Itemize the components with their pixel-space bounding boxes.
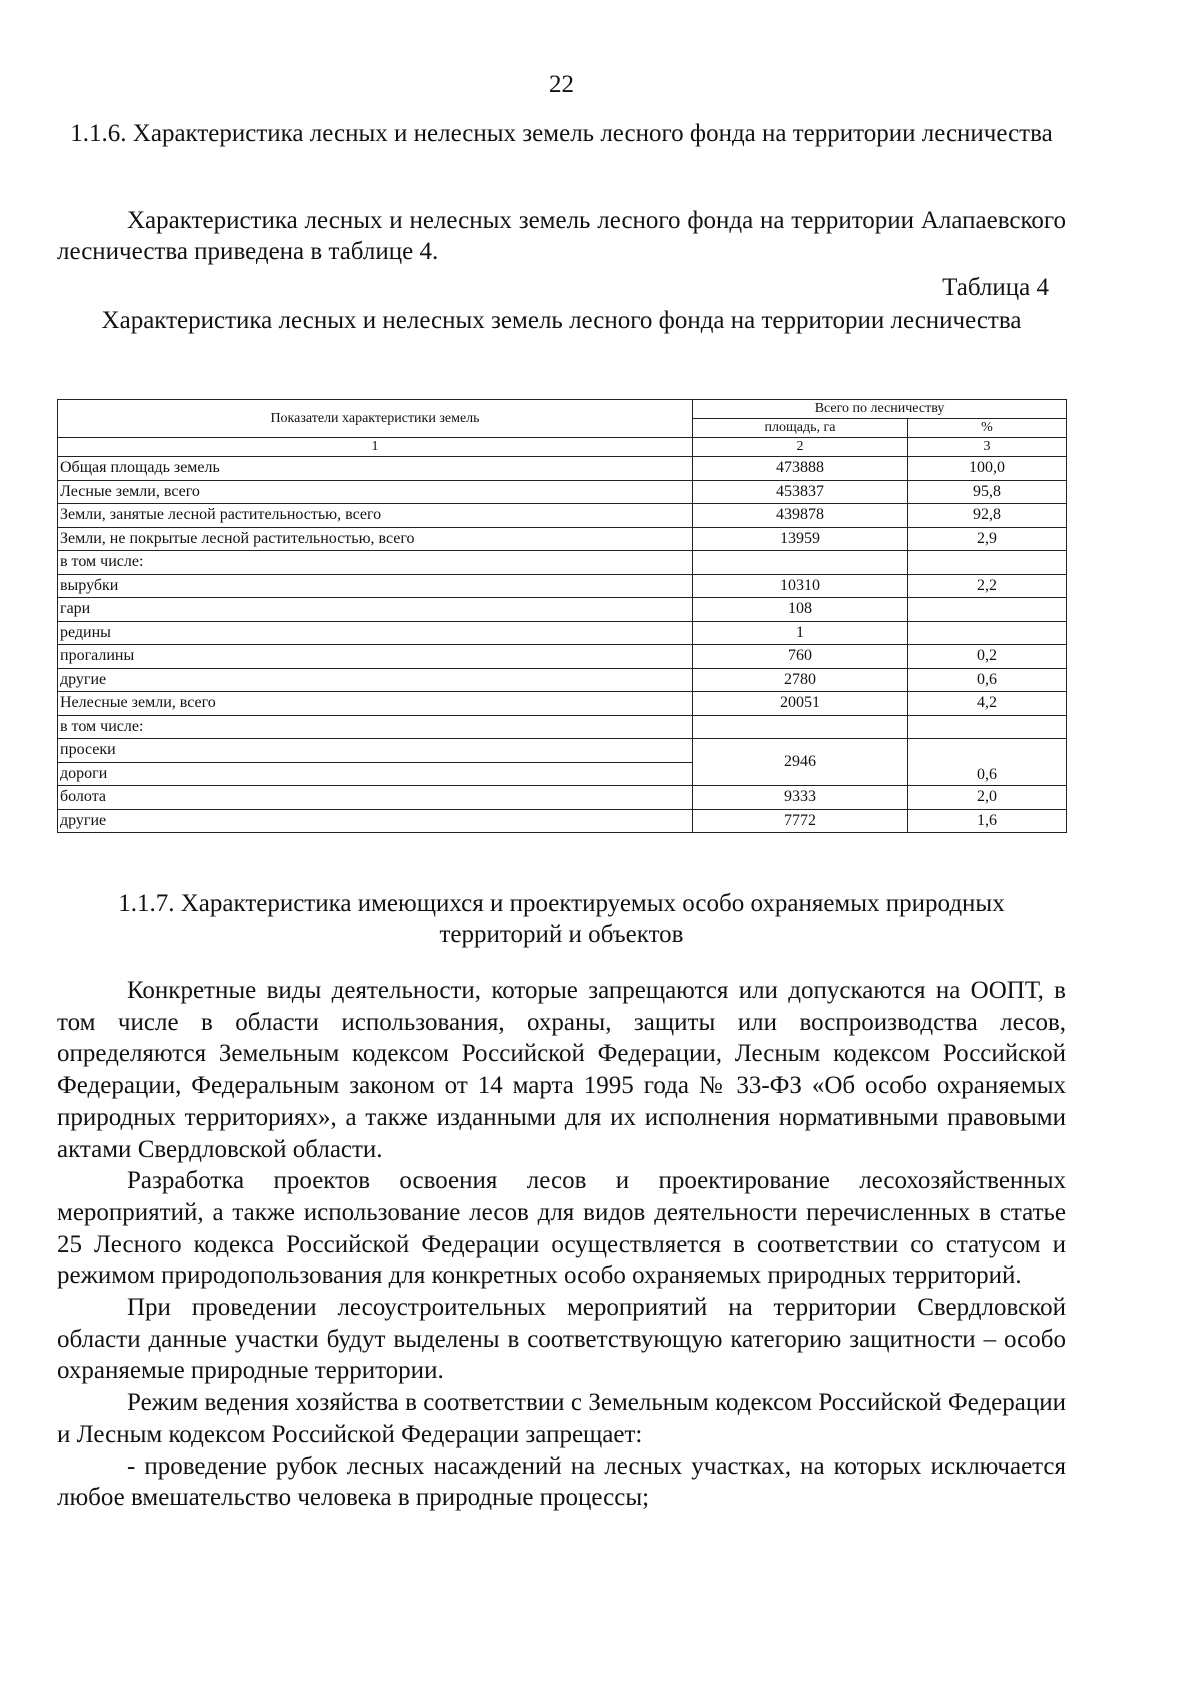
row-area: 20051 <box>693 692 908 716</box>
row-percent: 95,8 <box>908 480 1067 504</box>
header-total-forestry: Всего по лесничеству <box>693 400 1067 419</box>
page-number: 22 <box>549 71 574 98</box>
table-row <box>58 551 1067 575</box>
row-percent <box>908 551 1067 575</box>
row-percent: 1,6 <box>908 809 1067 833</box>
table-row <box>58 739 1067 763</box>
table-row <box>58 668 1067 692</box>
row-label: редины <box>58 621 693 645</box>
row-label: болота <box>58 786 693 810</box>
section-body <box>57 975 1066 1514</box>
row-percent <box>908 715 1067 739</box>
table-caption: Характеристика лесных и нелесных земель лесного фонда на территории лесничества <box>101 307 1022 334</box>
row-area: 9333 <box>693 786 908 810</box>
table-label: Таблица 4 <box>942 274 1049 301</box>
row-percent <box>908 621 1067 645</box>
row-area: 13959 <box>693 527 908 551</box>
row-label: в том числе: <box>58 551 693 575</box>
row-percent <box>908 598 1067 622</box>
row-label: Нелесные земли, всего <box>58 692 693 716</box>
row-percent: 4,2 <box>908 692 1067 716</box>
row-label: Лесные земли, всего <box>58 480 693 504</box>
row-label: Земли, не покрытые лесной растительностью, всего <box>58 527 693 551</box>
row-label: гари <box>58 598 693 622</box>
row-percent: 100,0 <box>908 457 1067 481</box>
row-percent: 2,0 <box>908 786 1067 810</box>
row-area: 439878 <box>693 504 908 528</box>
intro-paragraph: Характеристика лесных и нелесных земель лесного фонда на территории Алапаевского лесничества приведена в таблице 4. <box>57 207 1066 265</box>
row-area: 473888 <box>693 457 908 481</box>
table-row <box>58 786 1067 810</box>
row-percent: 0,2 <box>908 645 1067 669</box>
index-cell: 1 <box>58 438 693 457</box>
row-label: прогалины <box>58 645 693 669</box>
row-area <box>693 715 908 739</box>
bullet-paragraph: - проведение рубок лесных насаждений на лесных участках, на которых исключается любое вмешательство человека в природные процессы; <box>57 1452 1066 1512</box>
row-area: 760 <box>693 645 908 669</box>
table-row <box>58 480 1067 504</box>
row-area: 1 <box>693 621 908 645</box>
table-row <box>58 621 1067 645</box>
table-row <box>58 527 1067 551</box>
row-label: другие <box>58 668 693 692</box>
row-label: Общая площадь земель <box>58 457 693 481</box>
section-heading-1-1-7: 1.1.7. Характеристика имеющихся и проектируемых особо охраняемых природных территорий и объектов <box>118 890 1005 948</box>
header-area: площадь, га <box>693 419 908 438</box>
row-area-merged: 2946 <box>693 739 908 786</box>
row-label: Земли, занятые лесной растительностью, всего <box>58 504 693 528</box>
table-row <box>58 715 1067 739</box>
row-label: другие <box>58 809 693 833</box>
row-area: 453837 <box>693 480 908 504</box>
row-label: дороги <box>58 762 693 786</box>
table-row <box>58 598 1067 622</box>
row-percent: 2,9 <box>908 527 1067 551</box>
row-label: в том числе: <box>58 715 693 739</box>
paragraph: Разработка проектов освоения лесов и проектирование лесохозяйственных мероприятий, а также использование лесов для видов деятельности перечисленных в статье 25 Лесного кодекса Российской Федерации осуществляется в соответствии со статусом и режимом природопользования для конкретных особо охраняемых природных территорий. <box>57 1167 1066 1290</box>
section-heading-1-1-6: 1.1.6. Характеристика лесных и нелесных земель лесного фонда на территории лесничества <box>70 120 1053 147</box>
table-index-row <box>58 438 1067 457</box>
table-header-row <box>58 400 1067 419</box>
row-area: 10310 <box>693 574 908 598</box>
header-percent: % <box>908 419 1067 438</box>
land-characteristics-table <box>57 399 1067 833</box>
row-label: вырубки <box>58 574 693 598</box>
index-cell: 3 <box>908 438 1067 457</box>
paragraph: Режим ведения хозяйства в соответствии с Земельным кодексом Российской Федерации и Лесным кодексом Российской Федерации запрещает: <box>57 1389 1066 1448</box>
row-percent: 92,8 <box>908 504 1067 528</box>
row-area: 2780 <box>693 668 908 692</box>
table-row <box>58 574 1067 598</box>
table-row <box>58 809 1067 833</box>
row-area: 7772 <box>693 809 908 833</box>
paragraph: Конкретные виды деятельности, которые запрещаются или допускаются на ООПТ, в том числе в области использования, охраны, защиты или воспроизводства лесов, определяются Земельным кодексом Российской Федерации, Лесным кодексом Российской Федерации, Федеральным законом от 14 марта 1995 года № 33-ФЗ «Об особо охраняемых природных территориях», а также изданными для их исполнения нормативными правовыми актами Свердловской области. <box>57 977 1066 1163</box>
row-label: просеки <box>58 739 693 763</box>
table-row <box>58 457 1067 481</box>
paragraph: При проведении лесоустроительных мероприятий на территории Свердловской области данные участки будут выделены в соответствующую категорию защитности – особо охраняемые природные территории. <box>57 1294 1066 1385</box>
row-area: 108 <box>693 598 908 622</box>
row-percent-merged: 0,6 <box>908 739 1067 786</box>
row-percent: 2,2 <box>908 574 1067 598</box>
row-area <box>693 551 908 575</box>
row-percent: 0,6 <box>908 668 1067 692</box>
index-cell: 2 <box>693 438 908 457</box>
table-row <box>58 692 1067 716</box>
header-indicators: Показатели характеристики земель <box>58 400 693 438</box>
table-row <box>58 504 1067 528</box>
table-row <box>58 645 1067 669</box>
